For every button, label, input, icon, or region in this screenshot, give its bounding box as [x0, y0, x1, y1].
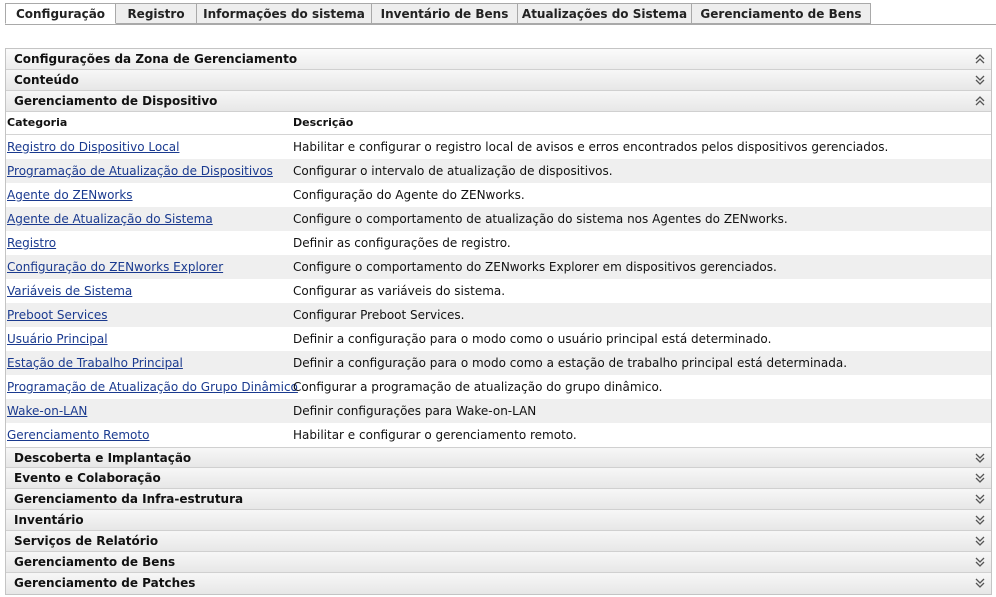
expand-icon[interactable]: [973, 513, 987, 527]
table-header: [6, 112, 991, 135]
category-link[interactable]: Agente de Atualização do Sistema: [7, 212, 213, 226]
section-inventario[interactable]: [6, 510, 991, 531]
category-description: Configurar o intervalo de atualização de dispositivos.: [293, 164, 613, 178]
settings-table-body: [6, 135, 991, 447]
tab-bar: [5, 3, 871, 25]
table-row: [6, 255, 991, 279]
tab-informacoes-do-sistema[interactable]: Informações do sistema: [197, 3, 372, 24]
table-row: [6, 159, 991, 183]
category-link[interactable]: Variáveis de Sistema: [7, 284, 133, 298]
table-row: [6, 375, 991, 399]
category-link[interactable]: Agente do ZENworks: [7, 188, 133, 202]
category-link[interactable]: Programação de Atualização de Dispositivos: [7, 164, 273, 178]
section-title: Gerenciamento de Dispositivo: [14, 94, 218, 108]
category-link[interactable]: Registro: [7, 236, 57, 250]
tab-registro[interactable]: Registro: [116, 3, 197, 24]
expand-icon[interactable]: [973, 555, 987, 569]
category-description: Definir a configuração para o modo como a estação de trabalho principal está determinada.: [293, 356, 848, 370]
category-description: Configurar a programação de atualização do grupo dinâmico.: [293, 380, 663, 394]
category-description: Habilitar e configurar o gerenciamento remoto.: [293, 428, 577, 442]
table-row: [6, 303, 991, 327]
tab-configuracao[interactable]: Configuração: [5, 3, 116, 24]
expand-icon[interactable]: [973, 576, 987, 590]
panel-title: Configurações da Zona de Gerenciamento: [14, 52, 298, 66]
category-description: Configure o comportamento do ZENworks Explorer em dispositivos gerenciados.: [293, 260, 777, 274]
table-row: [6, 135, 991, 159]
category-description: Definir as configurações de registro.: [293, 236, 511, 250]
section-title: Evento e Colaboração: [14, 471, 161, 485]
tab-atualizacoes-do-sistema[interactable]: Atualizações do Sistema: [518, 3, 692, 24]
column-header-description: Descrição: [293, 116, 354, 129]
settings-panel: [5, 48, 992, 595]
expand-icon[interactable]: [973, 492, 987, 506]
column-header-category: Categoria: [7, 116, 68, 129]
collapse-icon[interactable]: [973, 94, 987, 108]
category-description: Configure o comportamento de atualização do sistema nos Agentes do ZENworks.: [293, 212, 788, 226]
table-row: [6, 351, 991, 375]
panel-header: [6, 49, 991, 70]
section-servicos-de-relatorio[interactable]: [6, 531, 991, 552]
section-title: Inventário: [14, 513, 84, 527]
expand-icon[interactable]: [973, 451, 987, 465]
category-link[interactable]: Configuração do ZENworks Explorer: [7, 260, 224, 274]
section-evento-e-colaboracao[interactable]: [6, 468, 991, 489]
section-title: Gerenciamento de Patches: [14, 576, 196, 590]
table-row: [6, 399, 991, 423]
table-row: [6, 207, 991, 231]
tab-divider: [5, 24, 996, 25]
table-row: [6, 279, 991, 303]
category-link[interactable]: Registro do Dispositivo Local: [7, 140, 180, 154]
section-conteudo[interactable]: [6, 70, 991, 91]
expand-icon[interactable]: [973, 73, 987, 87]
category-link[interactable]: Estação de Trabalho Principal: [7, 356, 183, 370]
category-description: Configurar as variáveis do sistema.: [293, 284, 506, 298]
section-gerenciamento-de-bens[interactable]: [6, 552, 991, 573]
section-title: Conteúdo: [14, 73, 79, 87]
category-description: Configuração do Agente do ZENworks.: [293, 188, 525, 202]
category-link[interactable]: Wake-on-LAN: [7, 404, 88, 418]
category-link[interactable]: Preboot Services: [7, 308, 108, 322]
section-gerenciamento-da-infra-estrutura[interactable]: [6, 489, 991, 510]
section-gerenciamento-de-patches[interactable]: [6, 573, 991, 594]
tab-gerenciamento-de-bens[interactable]: Gerenciamento de Bens: [692, 3, 871, 24]
section-title: Serviços de Relatório: [14, 534, 159, 548]
category-link[interactable]: Programação de Atualização do Grupo Dinâmico: [7, 380, 298, 394]
table-row: [6, 327, 991, 351]
category-description: Configurar Preboot Services.: [293, 308, 465, 322]
table-row: [6, 231, 991, 255]
expand-icon[interactable]: [973, 534, 987, 548]
section-descoberta-e-implantacao[interactable]: [6, 447, 991, 468]
section-title: Gerenciamento da Infra-estrutura: [14, 492, 244, 506]
table-row: [6, 423, 991, 447]
expand-icon[interactable]: [973, 471, 987, 485]
category-description: Definir configurações para Wake-on-LAN: [293, 404, 537, 418]
category-description: Definir a configuração para o modo como o usuário principal está determinado.: [293, 332, 772, 346]
category-description: Habilitar e configurar o registro local de avisos e erros encontrados pelos dispositivos gerenciados.: [293, 140, 889, 154]
category-link[interactable]: Gerenciamento Remoto: [7, 428, 150, 442]
section-title: Descoberta e Implantação: [14, 451, 192, 465]
collapse-all-icon[interactable]: [973, 52, 987, 66]
section-gerenciamento-de-dispositivo[interactable]: [6, 91, 991, 112]
table-row: [6, 183, 991, 207]
section-title: Gerenciamento de Bens: [14, 555, 176, 569]
tab-inventario-de-bens[interactable]: Inventário de Bens: [372, 3, 518, 24]
category-link[interactable]: Usuário Principal: [7, 332, 108, 346]
